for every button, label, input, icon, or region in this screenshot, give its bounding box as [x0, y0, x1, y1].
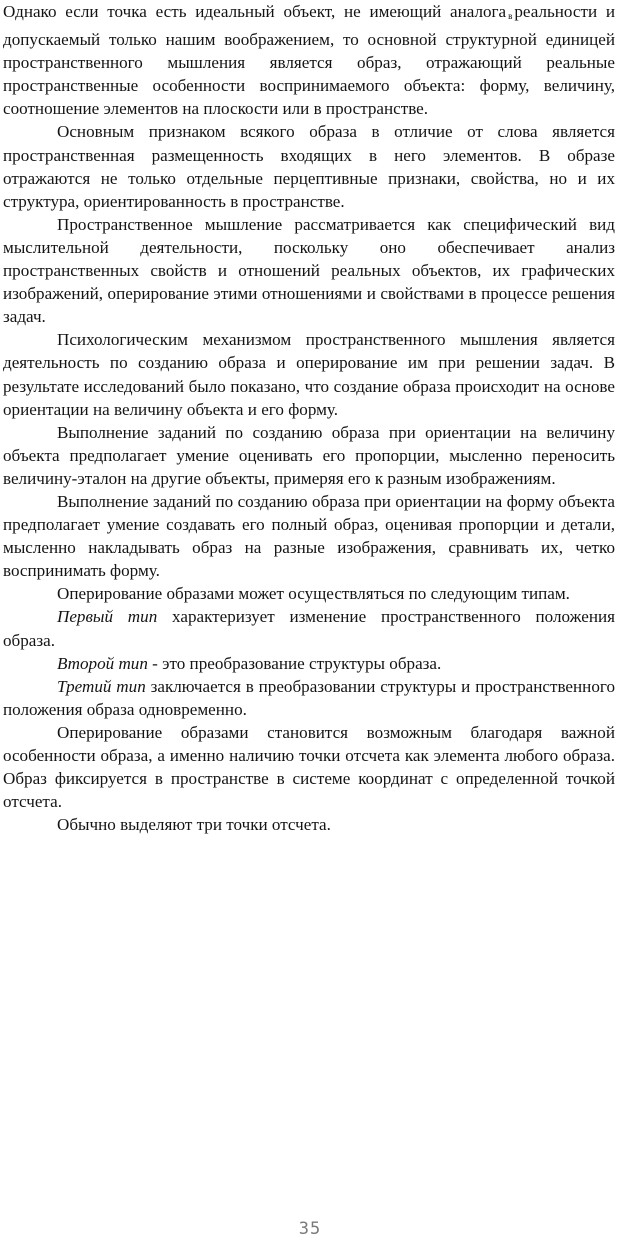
- page-number: 35: [298, 1219, 322, 1239]
- paragraph-2: Основным признаком всякого образа в отличие от слова является пространственная размещенность входящих в него элементов. В образе отражаются не только отдельные перцептивные признаки, свойства, но и их структура, ориентированность в пространстве.: [3, 122, 615, 211]
- page-body: [3, 0, 615, 836]
- paragraph-3: Пространственное мышление рассматривается как специфический вид мыслительной деятельности, поскольку оно обеспечивает анализ пространственных свойств и отношений реальных объектов, их графических изображений, оперирование этими отношениями и свойствами в процессе решения задач.: [3, 214, 615, 327]
- paragraph-10: [3, 675, 615, 721]
- paragraph-1-part2: реальности и допускаемый только нашим воображением, то основной структурной единицей пространственного мышления является образ, отражающий реальные пространственные особенности воспринимаемого объекта: форму, величину, соотношение элементов на плоскости или в пространстве.: [3, 2, 615, 119]
- paragraph-12: Обычно выделяют три точки отсчета.: [57, 815, 331, 835]
- paragraph-6: Выполнение заданий по созданию образа при ориентации на форму объекта предполагает умение создавать его полный образ, оценивая пропорции и детали, мысленно накладывать образ на разные изображения, сравнивать их, четко воспринимать форму.: [3, 491, 615, 581]
- paragraph-11: Оперирование образами становится возможным благодаря важной особенности образа, а именно наличию точки отсчета как элемента любого образа. Образ фиксируется в пространстве в системе координат с определенной точкой отсчета.: [3, 722, 615, 812]
- paragraph-10-rest: заключается в преобразовании структуры и пространственного положения образа одновременно.: [3, 676, 615, 719]
- paragraph-4: Психологическим механизмом пространственного мышления является деятельность по созданию образа и оперирование им при решении задач. В результате исследований было показано, что создание образа происходит на основе ориентации на величину объекта и его форму.: [3, 330, 615, 419]
- paragraph-9-rest: - это преобразование структуры образа.: [147, 653, 442, 673]
- paragraph-1: [3, 0, 615, 120]
- paragraph-8-term: Первый тип: [57, 607, 158, 627]
- paragraph-1-part1: Однако если точка есть идеальный объект, не имеющий аналога: [3, 2, 507, 21]
- paragraph-8-rest: характеризует изменение пространственного положения образа.: [3, 607, 615, 650]
- paragraph-7: Оперирование образами может осуществляться по следующим типам.: [57, 584, 570, 604]
- paragraph-9-term: Второй тип: [57, 653, 148, 673]
- paragraph-9: [3, 652, 615, 675]
- paragraph-1-subscript-letter: в: [508, 11, 513, 21]
- paragraph-8: [3, 605, 615, 651]
- paragraph-5: Выполнение заданий по созданию образа при ориентации на величину объекта предполагает умение оценивать его пропорции, мысленно переносить величину-эталон на другие объекты, примеряя его к разным изображениям.: [3, 422, 615, 488]
- paragraph-10-term: Третий тип: [57, 676, 146, 696]
